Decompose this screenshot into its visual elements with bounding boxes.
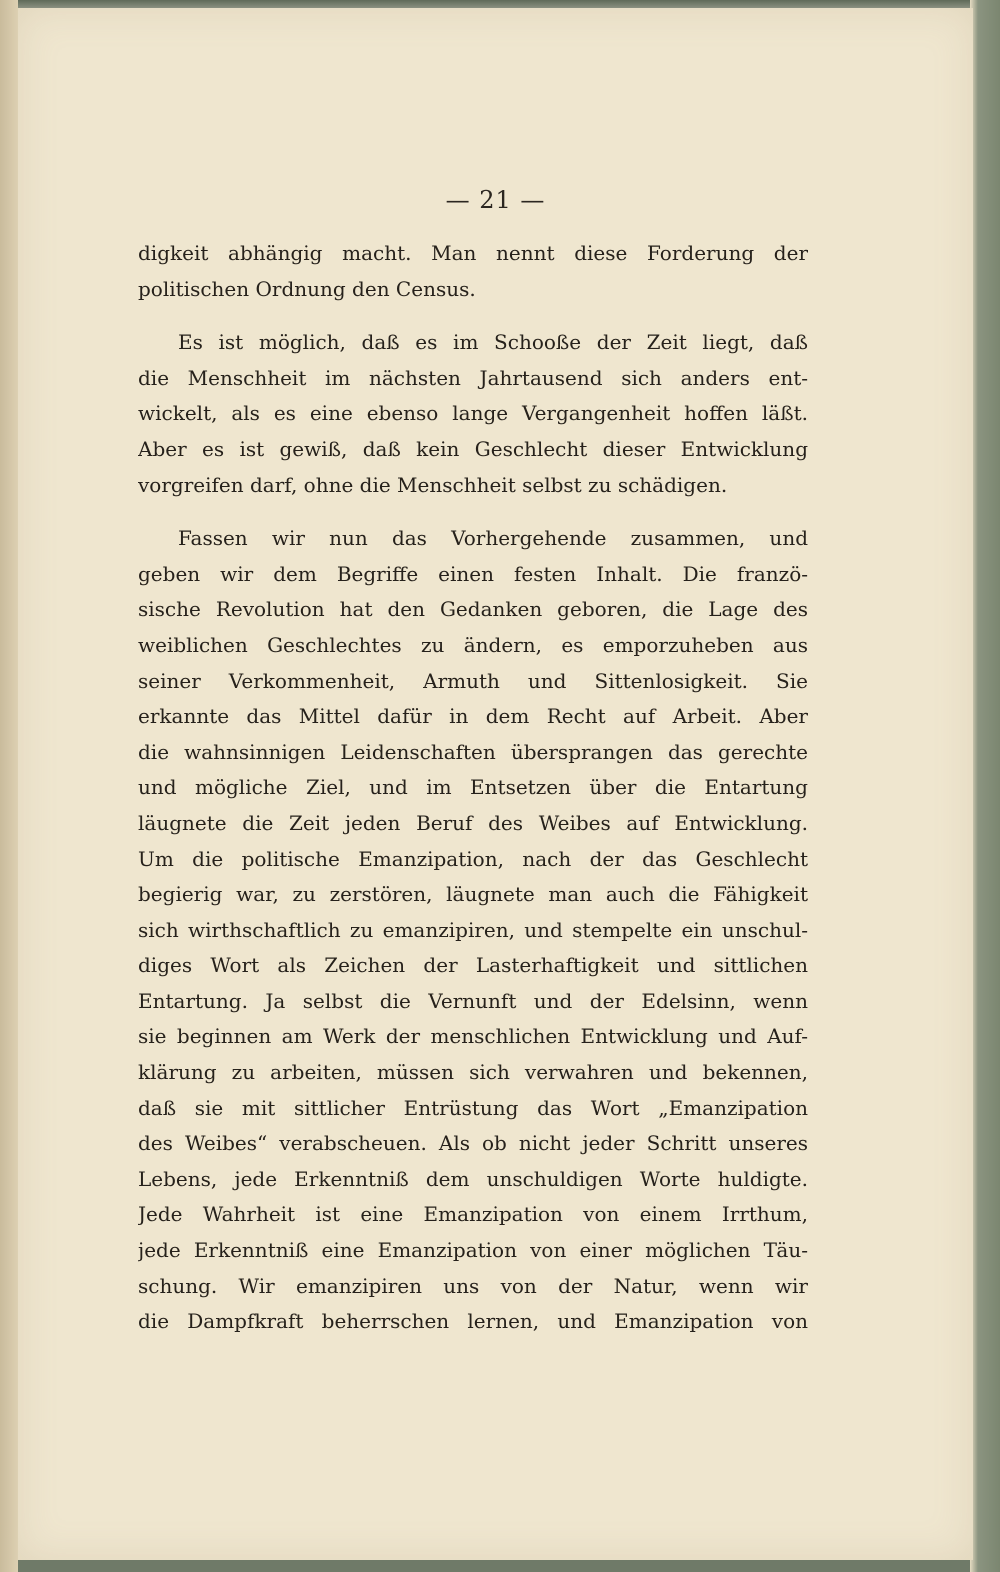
text-line: die Menschheit im nächsten Jahrtausend sich anders ent- <box>138 365 808 390</box>
book-top-edge <box>0 0 1000 8</box>
text-line: klärung zu arbeiten, müssen sich verwahren und bekennen, <box>138 1060 808 1085</box>
text-line: des Weibes“ verabscheuen. Als ob nicht jeder Schritt unseres <box>138 1131 808 1156</box>
text-line: Aber es ist gewiß, daß kein Geschlecht dieser Entwicklung <box>138 436 808 461</box>
text-line: Lebens, jede Erkenntniß dem unschuldigen Worte huldigte. <box>138 1166 808 1191</box>
text-line: die Dampfkraft beherrschen lernen, und Emanzipation von <box>138 1309 808 1334</box>
text-line: die wahnsinnigen Leidenschaften übersprangen das gerechte <box>138 739 808 764</box>
paragraph <box>138 325 808 503</box>
text-line: wickelt, als es eine ebenso lange Vergangenheit hoffen läßt. <box>138 401 808 426</box>
paragraph <box>138 236 808 307</box>
text-line: schung. Wir emanzipiren uns von der Natur, wenn wir <box>138 1273 808 1298</box>
book-cover-edge <box>970 0 1000 1572</box>
text-line: erkannte das Mittel dafür in dem Recht auf Arbeit. Aber <box>138 704 808 729</box>
text-line: weiblichen Geschlechtes zu ändern, es emporzuheben aus <box>138 632 808 657</box>
text-line: und mögliche Ziel, und im Entsetzen über die Entartung <box>138 775 808 800</box>
text-line: sich wirthschaftlich zu emanzipiren, und stempelte ein unschul- <box>138 917 808 942</box>
text-line: digkeit abhängig macht. Man nennt diese Forderung der <box>138 241 808 265</box>
text-line: politischen Ordnung den Census. <box>138 276 476 301</box>
text-line: Entartung. Ja selbst die Vernunft und der Edelsinn, wenn <box>138 988 808 1013</box>
page-body <box>138 236 808 1340</box>
page-number: — 21 — <box>445 186 546 214</box>
text-line: seiner Verkommenheit, Armuth und Sittenlosigkeit. Sie <box>138 668 808 693</box>
paragraph <box>138 521 808 1340</box>
text-line: Es ist möglich, daß es im Schooße der Zeit liegt, daß <box>178 330 808 355</box>
text-line: Um die politische Emanzipation, nach der das Geschlecht <box>138 846 808 871</box>
text-line: daß sie mit sittlicher Entrüstung das Wort „Emanzipation <box>138 1095 808 1120</box>
text-line: sie beginnen am Werk der menschlichen Entwicklung und Auf- <box>138 1024 808 1049</box>
text-line: vorgreifen darf, ohne die Menschheit selbst zu schädigen. <box>138 472 728 497</box>
text-line: jede Erkenntniß eine Emanzipation von einer möglichen Täu- <box>138 1238 808 1263</box>
text-line: läugnete die Zeit jeden Beruf des Weibes auf Entwicklung. <box>138 810 808 835</box>
text-line: Jede Wahrheit ist eine Emanzipation von einem Irrthum, <box>138 1202 808 1227</box>
text-line: geben wir dem Begriffe einen festen Inhalt. Die franzö- <box>138 561 808 586</box>
text-line: sische Revolution hat den Gedanken geboren, die Lage des <box>138 597 808 622</box>
text-line: begierig war, zu zerstören, läugnete man auch die Fähigkeit <box>138 882 808 907</box>
text-line: Fassen wir nun das Vorhergehende zusammen, und <box>178 526 808 551</box>
text-line: diges Wort als Zeichen der Lasterhaftigkeit und sittlichen <box>138 953 808 978</box>
book-left-edge <box>0 0 18 1572</box>
book-page <box>18 8 973 1560</box>
